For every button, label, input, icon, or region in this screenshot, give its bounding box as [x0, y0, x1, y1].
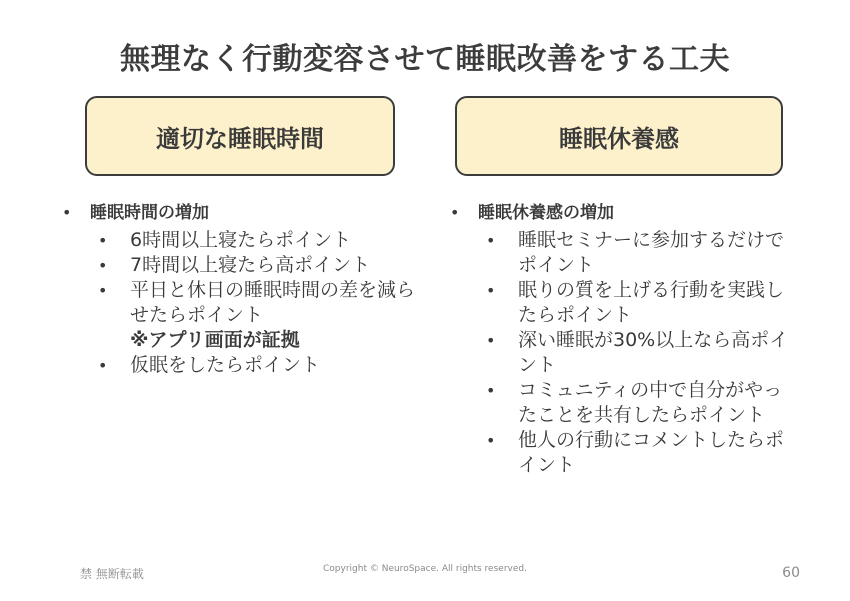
left-column	[60, 200, 425, 378]
list-item-text: 6時間以上寝たらポイント	[130, 229, 352, 251]
list-item	[478, 328, 793, 378]
bullet-icon: •	[486, 231, 496, 250]
right-main-bullet	[448, 200, 793, 478]
list-item	[478, 378, 793, 428]
list-item	[478, 428, 793, 478]
list-item-text: 7時間以上寝たら高ポイント	[130, 254, 371, 276]
bullet-icon: •	[98, 256, 108, 275]
header-appropriate-sleep-time: 適切な睡眠時間	[85, 96, 395, 176]
list-item-text: 深い睡眠が30%以上なら高ポイント	[518, 329, 789, 376]
bullet-icon: •	[486, 331, 496, 350]
bullet-icon: •	[98, 281, 108, 300]
left-heading: 睡眠時間の増加	[90, 203, 209, 223]
bullet-icon: •	[450, 203, 460, 222]
list-item	[478, 228, 793, 278]
list-item	[90, 278, 425, 353]
right-bullet-list	[448, 200, 793, 478]
left-bullet-list	[60, 200, 425, 378]
bullet-icon: •	[486, 281, 496, 300]
no-reproduction-notice: 禁 無断転載	[80, 567, 144, 581]
list-item-text: 他人の行動にコメントしたらポイント	[518, 429, 785, 476]
list-item-text: 眠りの質を上げる行動を実践したらポイント	[518, 279, 785, 326]
bullet-icon: •	[486, 381, 496, 400]
list-item-text: 睡眠セミナーに参加するだけでポイント	[518, 229, 785, 276]
list-item	[90, 353, 425, 378]
list-item-text: 平日と休日の睡眠時間の差を減らせたらポイント	[130, 279, 416, 326]
right-column	[448, 200, 793, 478]
page-number: 60	[782, 565, 800, 581]
list-item-text: コミュニティの中で自分がやったことを共有したらポイント	[518, 379, 783, 426]
slide-title: 無理なく行動変容させて睡眠改善をする工夫	[120, 42, 730, 77]
list-item	[90, 228, 425, 253]
bullet-icon: •	[486, 431, 496, 450]
list-item-text: 仮眠をしたらポイント	[130, 354, 321, 376]
right-sub-list	[478, 228, 793, 478]
bullet-icon: •	[98, 356, 108, 375]
evidence-note: ※アプリ画面が証拠	[130, 329, 300, 351]
left-sub-list	[90, 228, 425, 378]
copyright-notice: Copyright © NeuroSpace. All rights reserved.	[323, 564, 527, 574]
bullet-icon: •	[62, 203, 72, 222]
bullet-icon: •	[98, 231, 108, 250]
left-main-bullet	[60, 200, 425, 378]
list-item	[90, 253, 425, 278]
header-sleep-restfulness: 睡眠休養感	[455, 96, 783, 176]
list-item	[478, 278, 793, 328]
right-heading: 睡眠休養感の増加	[478, 203, 614, 223]
